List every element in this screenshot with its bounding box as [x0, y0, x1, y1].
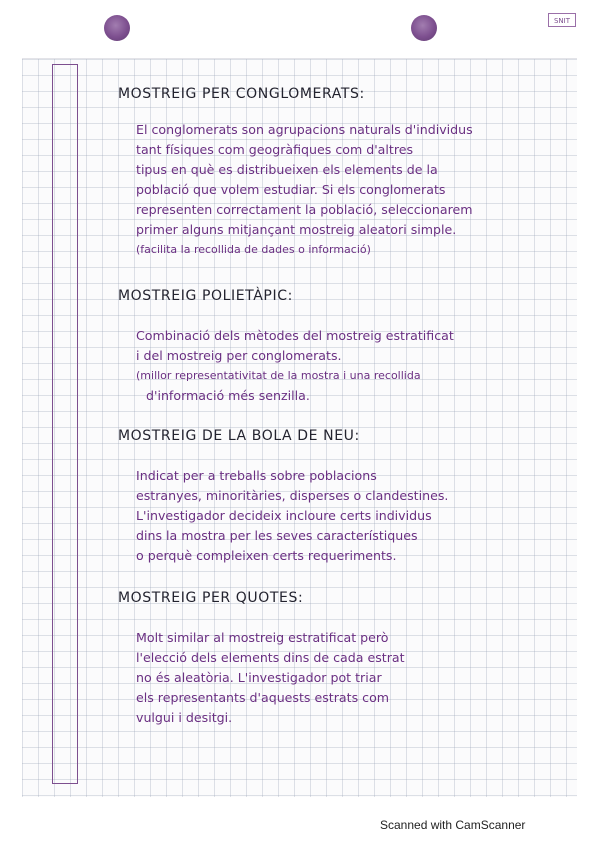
text-line: o perquè compleixen certs requeriments. — [136, 548, 397, 563]
text-line: (millor representativitat de la mostra i una recollida — [136, 369, 421, 382]
text-line: població que volem estudiar. Si els conglomerats — [136, 182, 446, 197]
text-line: Combinació dels mètodes del mostreig estratificat — [136, 328, 454, 343]
text-line: no és aleatòria. L'investigador pot triar — [136, 670, 382, 685]
text-line: els representants d'aquests estrats com — [136, 690, 390, 705]
notebook-corner-label: SNIT — [548, 13, 576, 27]
section-heading-bola-de-neu: MOSTREIG DE LA BOLA DE NEU: — [118, 428, 360, 444]
section-heading-polietapic: MOSTREIG POLIETÀPIC: — [118, 288, 293, 304]
text-line: dins la mostra per les seves característiques — [136, 528, 418, 543]
text-line: Molt similar al mostreig estratificat però — [136, 630, 389, 645]
section-heading-conglomerats: MOSTREIG PER CONGLOMERATS: — [118, 86, 365, 102]
text-line: d'informació més senzilla. — [146, 388, 310, 403]
text-line: Indicat per a treballs sobre poblacions — [136, 468, 377, 483]
section-body-bola-de-neu — [136, 466, 448, 566]
section-body-conglomerats — [136, 120, 473, 260]
punch-hole-right — [411, 15, 437, 41]
punch-hole-left — [104, 15, 130, 41]
section-heading-quotes: MOSTREIG PER QUOTES: — [118, 590, 304, 606]
section-body-polietapic — [136, 326, 454, 406]
text-line: primer alguns mitjançant mostreig aleatori simple. — [136, 222, 457, 237]
text-line: l'elecció dels elements dins de cada estrat — [136, 650, 405, 665]
text-line: i del mostreig per conglomerats. — [136, 348, 342, 363]
text-line: (facilita la recollida de dades o informació) — [136, 243, 371, 256]
text-line: tant físiques com geogràfiques com d'altres — [136, 142, 414, 157]
text-line: vulgui i desitgi. — [136, 710, 233, 725]
margin-box — [52, 64, 78, 784]
text-line: El conglomerats son agrupacions naturals d'individus — [136, 122, 473, 137]
text-line: L'investigador decideix incloure certs individus — [136, 508, 432, 523]
scanner-watermark: Scanned with CamScanner — [380, 818, 526, 832]
section-body-quotes — [136, 628, 405, 728]
text-line: estranyes, minoritàries, disperses o clandestines. — [136, 488, 449, 503]
text-line: tipus en què es distribueixen els elements de la — [136, 162, 438, 177]
text-line: representen correctament la població, seleccionarem — [136, 202, 473, 217]
